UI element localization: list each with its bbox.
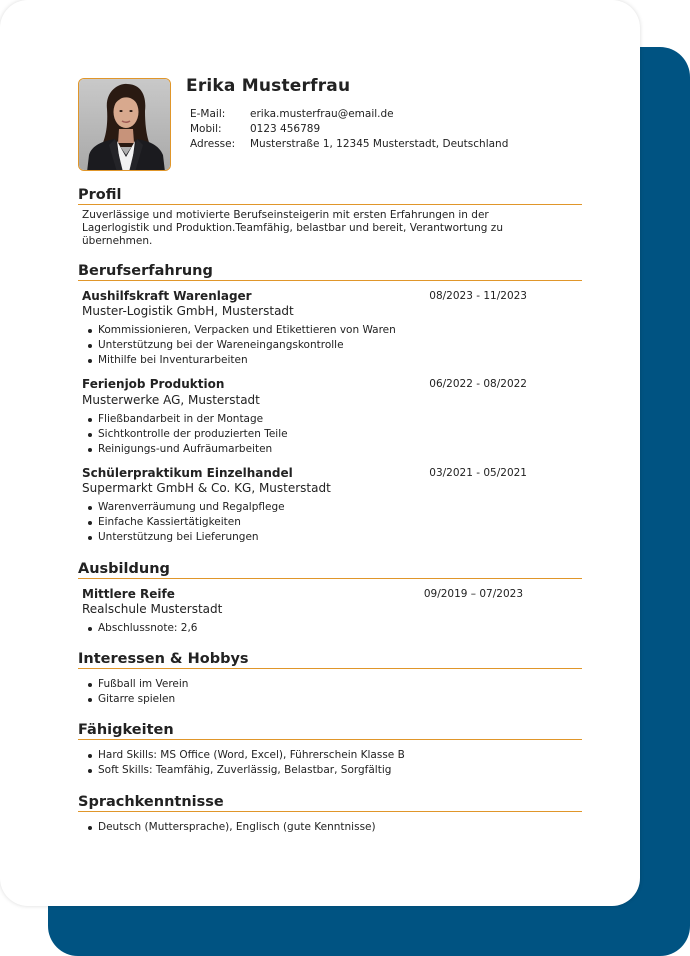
job-date: 06/2022 - 08/2022: [429, 378, 527, 390]
profile-photo: [78, 78, 171, 171]
languages-list: [86, 820, 376, 835]
job-bullets: [86, 323, 396, 369]
list-item: Unterstützung bei Lieferungen: [86, 530, 285, 545]
job-title: Aushilfskraft Warenlager: [82, 289, 252, 303]
job-company: Muster-Logistik GmbH, Musterstadt: [82, 304, 294, 318]
list-item: Einfache Kassiertätigkeiten: [86, 515, 285, 530]
education-school: Realschule Musterstadt: [82, 602, 223, 616]
section-title-hobbies: Interessen & Hobbys: [78, 651, 582, 669]
contact-info: [190, 107, 508, 152]
hobbies-list: [86, 677, 188, 707]
job-title: Ferienjob Produktion: [82, 377, 225, 391]
section-title-languages: Sprachkenntnisse: [78, 794, 582, 812]
contact-address-row: [190, 137, 508, 152]
contact-address: Musterstraße 1, 12345 Musterstadt, Deutschland: [250, 138, 509, 150]
person-name: Erika Musterfrau: [186, 76, 351, 96]
list-item: Unterstützung bei der Wareneingangskontrolle: [86, 338, 396, 353]
list-item: Kommissionieren, Verpacken und Etikettieren von Waren: [86, 323, 396, 338]
contact-label: Adresse:: [190, 138, 236, 150]
list-item: Hard Skills: MS Office (Word, Excel), Führerschein Klasse B: [86, 748, 405, 763]
job-title: Schülerpraktikum Einzelhandel: [82, 466, 293, 480]
list-item: Deutsch (Muttersprache), Englisch (gute Kenntnisse): [86, 820, 376, 835]
education-title: Mittlere Reife: [82, 587, 175, 601]
skills-list: [86, 748, 405, 778]
list-item: Sichtkontrolle der produzierten Teile: [86, 427, 288, 442]
section-title-profile: Profil: [78, 187, 582, 205]
list-item: Soft Skills: Teamfähig, Zuverlässig, Belastbar, Sorgfältig: [86, 763, 405, 778]
section-title-experience: Berufserfahrung: [78, 263, 582, 281]
contact-email-row: [190, 107, 508, 122]
job-date: 08/2023 - 11/2023: [429, 290, 527, 302]
job-company: Musterwerke AG, Musterstadt: [82, 393, 260, 407]
list-item: Abschlussnote: 2,6: [86, 621, 198, 636]
contact-email: erika.musterfrau@email.de: [250, 108, 394, 120]
job-bullets: [86, 412, 288, 458]
list-item: Reinigungs-und Aufräumarbeiten: [86, 442, 288, 457]
profile-text: Zuverlässige und motivierte Berufseinsteigerin mit ersten Erfahrungen in der Lagerlogistik und Produktion.Teamfähig, belastbar und bereit, Verantwortung zu übernehmen.: [82, 209, 503, 247]
job-company: Supermarkt GmbH & Co. KG, Musterstadt: [82, 481, 331, 495]
contact-phone-row: [190, 122, 508, 137]
job-bullets: [86, 500, 285, 546]
list-item: Mithilfe bei Inventurarbeiten: [86, 353, 396, 368]
portrait-image: [79, 79, 171, 171]
education-date: 09/2019 – 07/2023: [423, 588, 523, 600]
job-date: 03/2021 - 05/2021: [429, 467, 527, 479]
contact-phone: 0123 456789: [250, 123, 321, 135]
contact-label: Mobil:: [190, 123, 222, 135]
list-item: Fließbandarbeit in der Montage: [86, 412, 288, 427]
section-title-skills: Fähigkeiten: [78, 722, 582, 740]
contact-label: E-Mail:: [190, 108, 226, 120]
education-bullets: [86, 621, 198, 636]
list-item: Fußball im Verein: [86, 677, 188, 692]
list-item: Warenverräumung und Regalpflege: [86, 500, 285, 515]
section-title-education: Ausbildung: [78, 561, 582, 579]
list-item: Gitarre spielen: [86, 692, 188, 707]
